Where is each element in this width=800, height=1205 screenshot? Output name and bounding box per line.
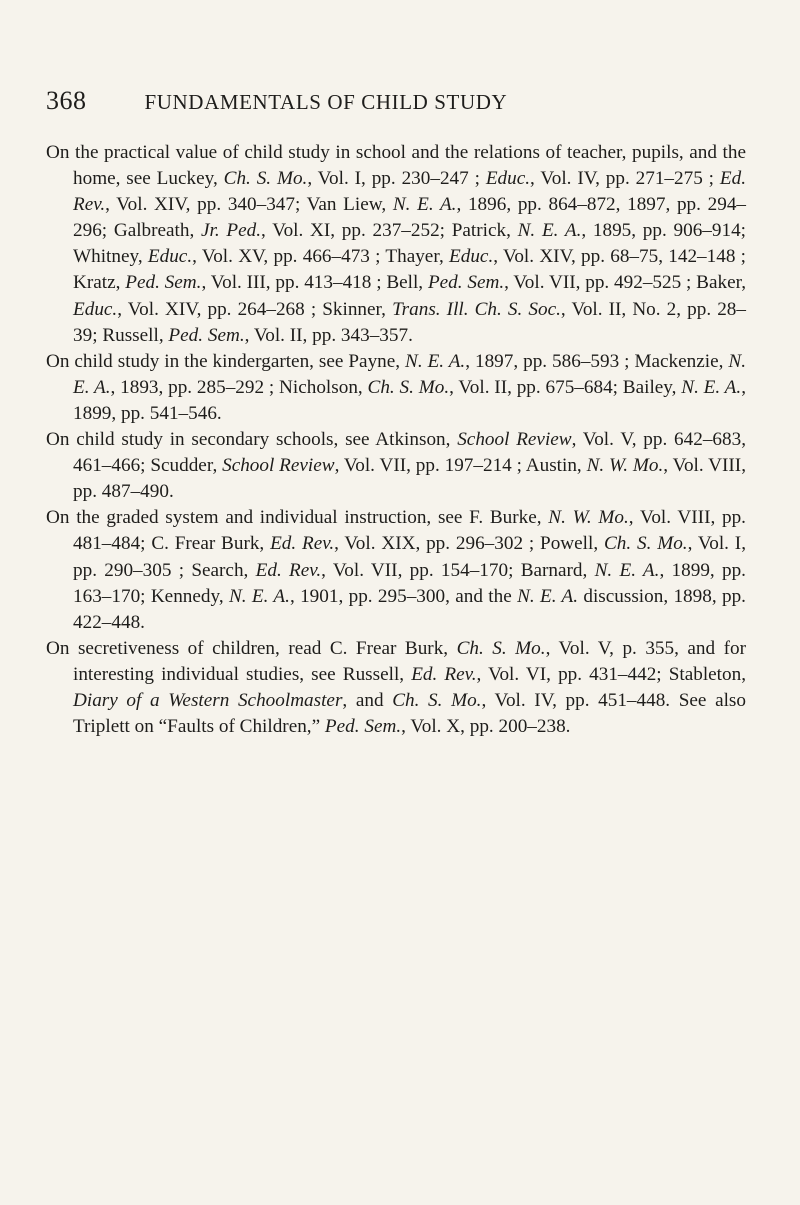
citation-title: Ed. Rev. xyxy=(73,168,747,216)
entry-text: , Vol. II, pp. 675–684; Bailey, xyxy=(449,376,682,398)
citation-title: Ch. S. Mo. xyxy=(456,637,546,659)
entry-text: , 1899, pp. 541–546. xyxy=(73,376,746,424)
citation-title: Ch. S. Mo. xyxy=(603,533,688,555)
citation-title: Ch. S. Mo. xyxy=(392,689,482,711)
entry-text: , 1901, pp. 295–300, and the xyxy=(289,585,518,607)
entry-text: , Vol. I, pp. 290–305 ; Search, xyxy=(73,533,746,581)
page-number: 368 xyxy=(46,86,87,115)
entry-text: , 1897, pp. 586–593 ; Mackenzie, xyxy=(465,350,729,372)
citation-title: N. W. Mo. xyxy=(586,455,664,477)
entry-secretiveness xyxy=(46,636,746,740)
bibliography-notes xyxy=(46,140,746,740)
entry-text: On child study in the kindergarten, see Payne, xyxy=(46,350,406,372)
entry-text: , Vol. V, pp. 642–683, 461–466; Scudder, xyxy=(73,429,746,477)
citation-title: Ed. Rev. xyxy=(255,559,322,581)
entry-text: , Vol. XIV, pp. 264–268 ; Skinner, xyxy=(117,298,393,320)
entry-text: , Vol. XIV, pp. 340–347; Van Liew, xyxy=(105,194,393,216)
citation-title: Ed. Rev. xyxy=(270,533,335,555)
entry-text: , 1893, pp. 285–292 ; Nicholson, xyxy=(110,376,368,398)
entry-text: , Vol. V, p. 355, and for interesting individual studies, see Russell, xyxy=(73,637,746,685)
entry-text: , and xyxy=(342,689,393,711)
entry-text: discussion, 1898, pp. 422–448. xyxy=(73,585,746,633)
citation-title: N. E. A. xyxy=(517,220,582,242)
citation-title: N. E. A. xyxy=(681,376,742,398)
entry-text: On secretiveness of children, read C. Frear Burk, xyxy=(46,637,457,659)
entry-text: , 1895, pp. 906–914; Whitney, xyxy=(73,220,746,268)
running-head: FUNDAMENTALS OF CHILD STUDY xyxy=(144,90,508,114)
entry-text: On the graded system and individual instruction, see F. Burke, xyxy=(46,507,549,529)
entry-text: , Vol. III, pp. 413–418 ; Bell, xyxy=(201,272,428,294)
citation-title: Ch. S. Mo. xyxy=(367,376,450,398)
entry-text: , Vol. I, pp. 230–247 ; xyxy=(307,168,486,190)
entry-text: , Vol. II, No. 2, pp. 28–39; Russell, xyxy=(73,298,746,346)
citation-title: Ed. Rev. xyxy=(411,663,477,685)
entry-text: , Vol. X, pp. 200–238. xyxy=(401,716,571,738)
citation-title: School Review xyxy=(222,455,335,477)
citation-title: Educ. xyxy=(449,246,494,268)
page-header xyxy=(46,86,730,116)
citation-title: Ped. Sem. xyxy=(324,716,402,738)
entry-text: , Vol. XV, pp. 466–473 ; Thayer, xyxy=(192,246,450,268)
entry-text: , Vol. IV, pp. 271–275 ; xyxy=(530,168,720,190)
citation-title: N. E. A. xyxy=(405,350,466,372)
entry-practical-value xyxy=(46,140,746,349)
entry-text: , Vol. VIII, pp. 481–484; C. Frear Burk, xyxy=(73,507,746,555)
entry-text: , Vol. II, pp. 343–357. xyxy=(244,324,413,346)
citation-title: Jr. Ped. xyxy=(201,220,262,242)
entry-graded-system xyxy=(46,505,746,635)
citation-title: Ch. S. Mo. xyxy=(223,168,308,190)
citation-title: N. W. Mo. xyxy=(548,507,629,529)
citation-title: N. E. A. xyxy=(392,194,457,216)
citation-title: Educ. xyxy=(147,246,193,268)
entry-text: , Vol. XI, pp. 237–252; Patrick, xyxy=(261,220,518,242)
citation-title: N. E. A. xyxy=(594,559,660,581)
entry-text: , Vol. VII, pp. 197–214 ; Austin, xyxy=(334,455,587,477)
entry-text: , Vol. VIII, pp. 487–490. xyxy=(73,455,746,503)
entry-kindergarten xyxy=(46,349,746,427)
entry-text: , Vol. VII, pp. 492–525 ; Baker, xyxy=(504,272,747,294)
citation-title: Ped. Sem. xyxy=(168,324,245,346)
entry-text: , Vol. VI, pp. 431–442; Stableton, xyxy=(476,663,747,685)
citation-title: School Review xyxy=(457,429,572,451)
entry-text: , 1899, pp. 163–170; Kennedy, xyxy=(73,559,746,607)
citation-title: Ped. Sem. xyxy=(427,272,505,294)
citation-title: Educ. xyxy=(485,168,531,190)
citation-title: Ped. Sem. xyxy=(125,272,202,294)
entry-text: , Vol. XIX, pp. 296–302 ; Powell, xyxy=(334,533,604,555)
entry-text: , Vol. IV, pp. 451–448. See also Triplett on “Faults of Children,” xyxy=(73,689,746,738)
entry-text: , Vol. XIV, pp. 68–75, 142–148 ; Kratz, xyxy=(73,246,747,294)
entry-text: , 1896, pp. 864–872, 1897, pp. 294–296; Galbreath, xyxy=(73,194,747,242)
citation-title: N. E. A. xyxy=(517,585,579,607)
entry-text: On the practical value of child study in school and the relations of teacher, pupils, and the home, see Luckey, xyxy=(46,142,746,190)
entry-text: , Vol. VII, pp. 154–170; Barnard, xyxy=(321,559,595,581)
citation-title: Diary of a Western Schoolmaster xyxy=(73,689,343,711)
citation-title: Trans. Ill. Ch. S. Soc. xyxy=(392,298,561,320)
entry-secondary-schools xyxy=(46,427,746,505)
citation-title: N. E. A. xyxy=(73,350,746,398)
citation-title: Educ. xyxy=(73,298,118,320)
entry-text: On child study in secondary schools, see Atkinson, xyxy=(46,429,458,451)
citation-title: N. E. A. xyxy=(228,585,290,607)
